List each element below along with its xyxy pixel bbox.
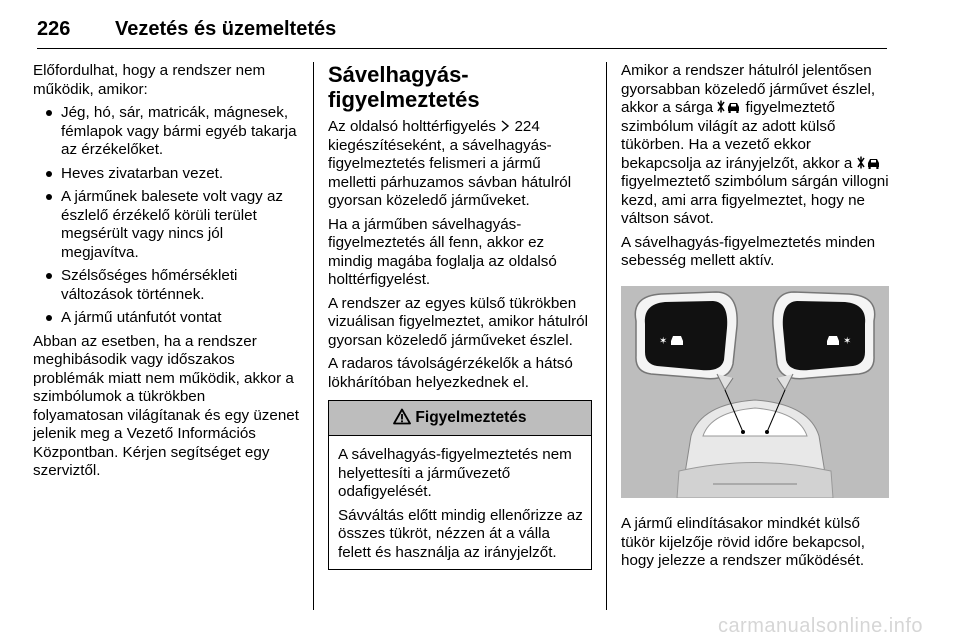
text-run: figyelmeztető szimbólum sárgán villogni kezd, ami arra figyelmeztet, hogy ne váltson sávot. <box>621 173 889 227</box>
list-item: A járműnek balesete volt vagy az észlelő érzékelő körüli terület megsérült vagy nincs jól megjavítva. <box>33 188 299 262</box>
column-divider <box>606 62 607 610</box>
column-1 <box>33 62 299 486</box>
svg-text:✶: ✶ <box>659 335 668 347</box>
condition-list <box>33 104 299 328</box>
intro-text: Előfordulhat, hogy a rendszer nem működik, amikor: <box>33 62 266 98</box>
malfunction-paragraph: Abban az esetben, ha a rendszer meghibásodik vagy időszakos problémák miatt nem működik, akkor a szimbólumok a tükrökben folyamatosan világítanak és egy üzenet jelenik meg a Vezető Információs Központban. Kérjen segítséget egy szerviztől. <box>33 332 299 479</box>
lane-change-car-icon <box>857 156 881 169</box>
warning-box <box>328 400 592 570</box>
lane-change-car-icon <box>717 100 741 113</box>
warning-triangle-icon <box>393 408 411 425</box>
list-item: Heves zivatarban vezet. <box>33 165 299 184</box>
text-run: kiegészítéseként, a sávelhagyás-figyelmeztetés felismeri a jármű melletti párhuzamos sávban hátulról gyorsan közeledő járműveket. <box>328 136 572 209</box>
watermark: carmanualsonline.info <box>717 615 923 637</box>
text-run: figyelmeztető szimbólum világít az adott külső tükörben. Ha a vezető ekkor bekapcsolja az irányjelzőt, akkor a <box>621 99 857 172</box>
paragraph <box>621 62 889 229</box>
page-ref-link[interactable]: 224 <box>514 118 540 135</box>
page-number: 226 <box>37 18 71 40</box>
paragraph: A rendszer az egyes külső tükrökben vizuálisan figyelmeztet, amikor hátulról gyorsan közeledő járműveket észlel. <box>328 294 588 349</box>
list-item: A jármű utánfutót vontat <box>33 309 299 328</box>
list-item: Jég, hó, sár, matricák, mágnesek, fémlapok vagy bármi egyéb takarja az érzékelőket. <box>33 104 299 160</box>
section-title: Sávelhagyás-figyelmeztetés <box>328 62 480 112</box>
text-run: Az oldalsó holttérfigyelés <box>328 118 501 135</box>
paragraph: A jármű elindításakor mindkét külső tükör kijelzője rövid időre bekapcsol, hogy jelezze a rendszer működését. <box>621 515 865 569</box>
svg-text:✶: ✶ <box>843 335 852 347</box>
column-divider <box>313 62 314 610</box>
warning-heading: Figyelmeztetés <box>415 409 527 426</box>
paragraph: Ha a járműben sávelhagyás-figyelmeztetés áll fenn, akkor ez mindig magába foglalja az oldalsó holttérfigyelést. <box>328 215 557 288</box>
page-header <box>37 8 887 49</box>
arrow-ref-icon <box>500 120 510 132</box>
chapter-title: Vezetés és üzemeltetés <box>115 18 337 40</box>
paragraph: Sávváltás előtt mindig ellenőrizze az összes tükröt, nézzen át a válla felett és használja az irányjelzőt. <box>338 506 583 561</box>
paragraph: A radaros távolságérzékelők a hátsó lökhárítóban helyezkednek el. <box>328 355 573 391</box>
warning-header <box>329 401 591 436</box>
paragraph: A sávelhagyás-figyelmeztetés nem helyettesíti a járművezető odafigyelését. <box>338 446 572 500</box>
warning-body <box>329 436 591 569</box>
paragraph <box>328 118 592 211</box>
mirror-illustration <box>621 286 889 498</box>
paragraph: A sávelhagyás-figyelmeztetés minden sebesség mellett aktív. <box>621 233 876 269</box>
column-3 <box>621 62 889 576</box>
text-run: Amikor a rendszer hátulról jelentősen gyorsabban közeledő járművet észlel, akkor a sárga <box>621 62 876 116</box>
column-2 <box>328 62 592 570</box>
list-item: Szélsőséges hőmérsékleti változások történnek. <box>33 267 299 304</box>
